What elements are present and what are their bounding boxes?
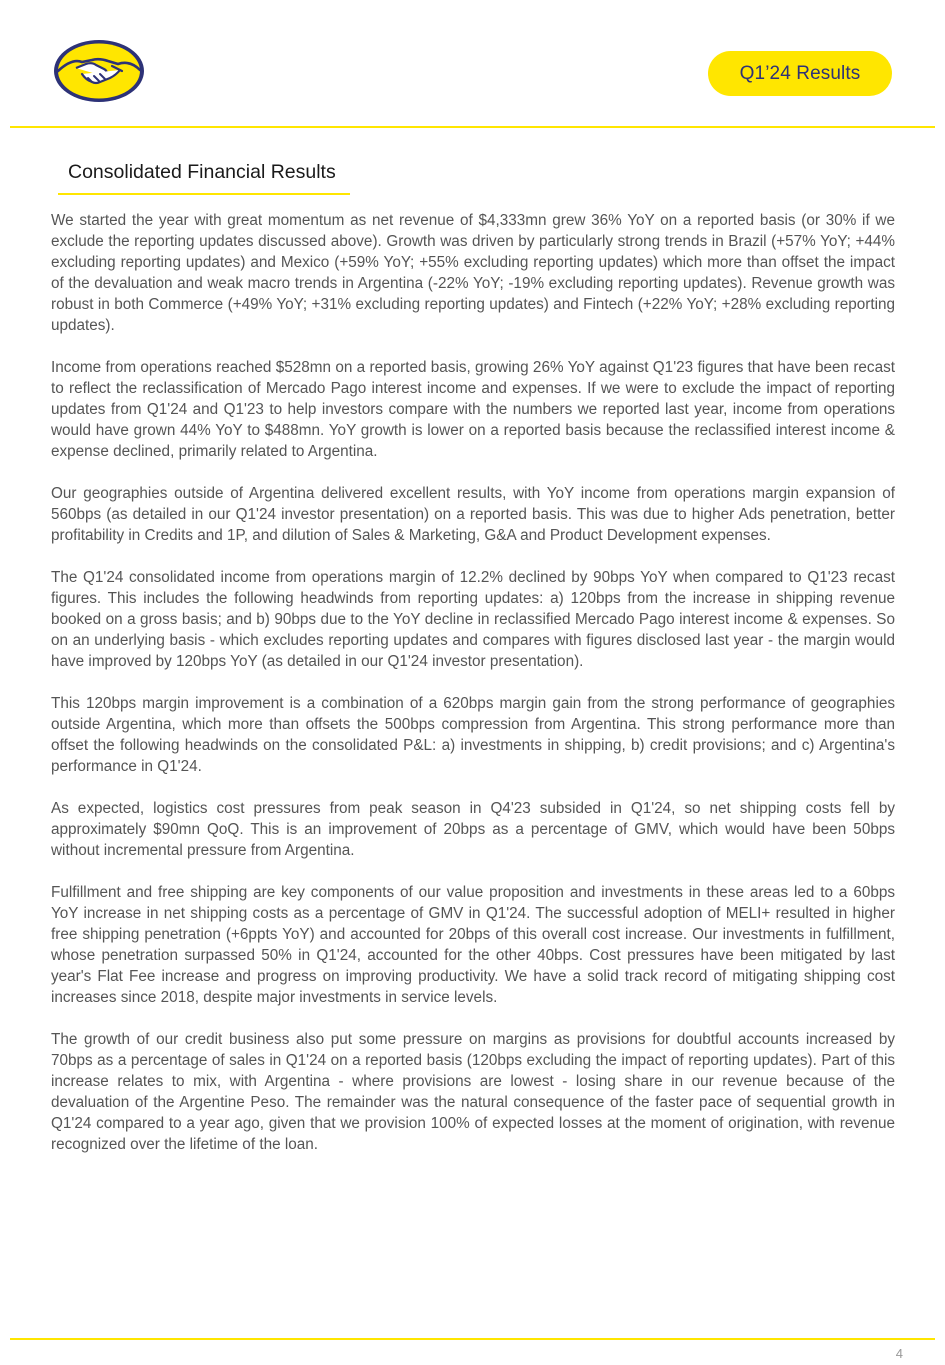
report-period-badge: Q1’24 Results (708, 51, 892, 96)
paragraph-consolidated-margin: The Q1'24 consolidated income from operations margin of 12.2% declined by 90bps YoY when compared to Q1'23 recast figures. This includes the following headwinds from reporting updates: a) 120bps from the increase in shipping revenue booked on a gross basis; and b) 90bps due to the YoY decline in reclassified Mercado Pago interest income & expenses. So on an underlying basis - which excludes reporting updates and compares with figures disclosed last year - the margin would have improved by 120bps YoY (as detailed in our Q1'24 investor presentation). (51, 569, 895, 670)
mercado-libre-handshake-logo-icon (52, 38, 146, 104)
paragraph-income-from-operations: Income from operations reached $528mn on a reported basis, growing 26% YoY against Q1'23 figures that have been recast to reflect the reclassification of Mercado Pago interest income and expenses. If we were to exclude the impact of reporting updates from Q1'24 and Q1'23 to help investors compare with the numbers we reported last year, income from operations would have grown 44% YoY to $488mn. YoY growth is lower on a reported basis because the reclassified interest income & expense declined, primarily related to Argentina. (51, 359, 895, 460)
paragraph-fulfillment-shipping: Fulfillment and free shipping are key components of our value proposition and investments in these areas led to a 60bps YoY increase in net shipping costs as a percentage of GMV in Q1'24. The successful adoption of MELI+ resulted in higher free shipping penetration (+6ppts YoY) and accounted for 20bps of this overall cost increase. Our investments in fulfillment, whose penetration surpassed 50% in Q1'24, accounted for the other 40bps. Cost pressures have been mitigated by last year's Flat Fee increase and progress on improving productivity. We have a solid track record of mitigating shipping cost increases since 2018, despite major investments in service levels. (51, 884, 895, 1006)
paragraph-credit-business: The growth of our credit business also put some pressure on margins as provisions for doubtful accounts increased by 70bps as a percentage of sales in Q1'24 on a reported basis (120bps excluding the impact of reporting updates). Part of this increase relates to mix, with Argentina - where provisions are lowest - losing share in our revenue because of the devaluation of the Argentine Peso. The remainder was the natural consequence of the faster pace of sequential growth in Q1'24 compared to a year ago, given that we provision 100% of expected losses at the moment of origination, with revenue recognized over the lifetime of the loan. (51, 1031, 895, 1153)
section-title: Consolidated Financial Results (68, 161, 336, 183)
page-number: 4 (895, 1346, 903, 1361)
paragraph-geographies-outside-argentina: Our geographies outside of Argentina delivered excellent results, with YoY income from operations margin expansion of 560bps (as detailed in our Q1'24 investor presentation) on a reported basis. This was due to higher Ads penetration, better profitability in Credits and 1P, and dilution of Sales & Marketing, G&A and Product Development expenses. (51, 485, 895, 544)
footer-divider (10, 1338, 935, 1340)
paragraph-net-revenue: We started the year with great momentum as net revenue of $4,333mn grew 36% YoY on a reported basis (or 30% if we exclude the reporting updates discussed above). Growth was driven by particularly strong trends in Brazil (+57% YoY; +44% excluding reporting updates) and Mexico (+59% YoY; +55% excluding reporting updates) which more than offset the impact of the devaluation and weak macro trends in Argentina (-22% YoY; -19% excluding reporting updates). Revenue growth was robust in both Commerce (+49% YoY; +31% excluding reporting updates) and Fintech (+22% YoY; +28% excluding reporting updates). (51, 212, 895, 334)
paragraph-logistics-costs: As expected, logistics cost pressures from peak season in Q4'23 subsided in Q1'24, so net shipping costs fell by approximately $90mn QoQ. This is an improvement of 20bps as a percentage of GMV, which would have been 50bps without incremental pressure from Argentina. (51, 800, 895, 859)
body-text (51, 210, 895, 1176)
section-title-underline (58, 193, 350, 195)
paragraph-margin-improvement: This 120bps margin improvement is a combination of a 620bps margin gain from the strong performance of geographies outside Argentina, which more than offsets the 500bps compression from Argentina. This strong performance more than offset the following headwinds on the consolidated P&L: a) investments in shipping, b) credit provisions; and c) Argentina's performance in Q1'24. (51, 695, 895, 775)
header-divider (10, 126, 935, 128)
